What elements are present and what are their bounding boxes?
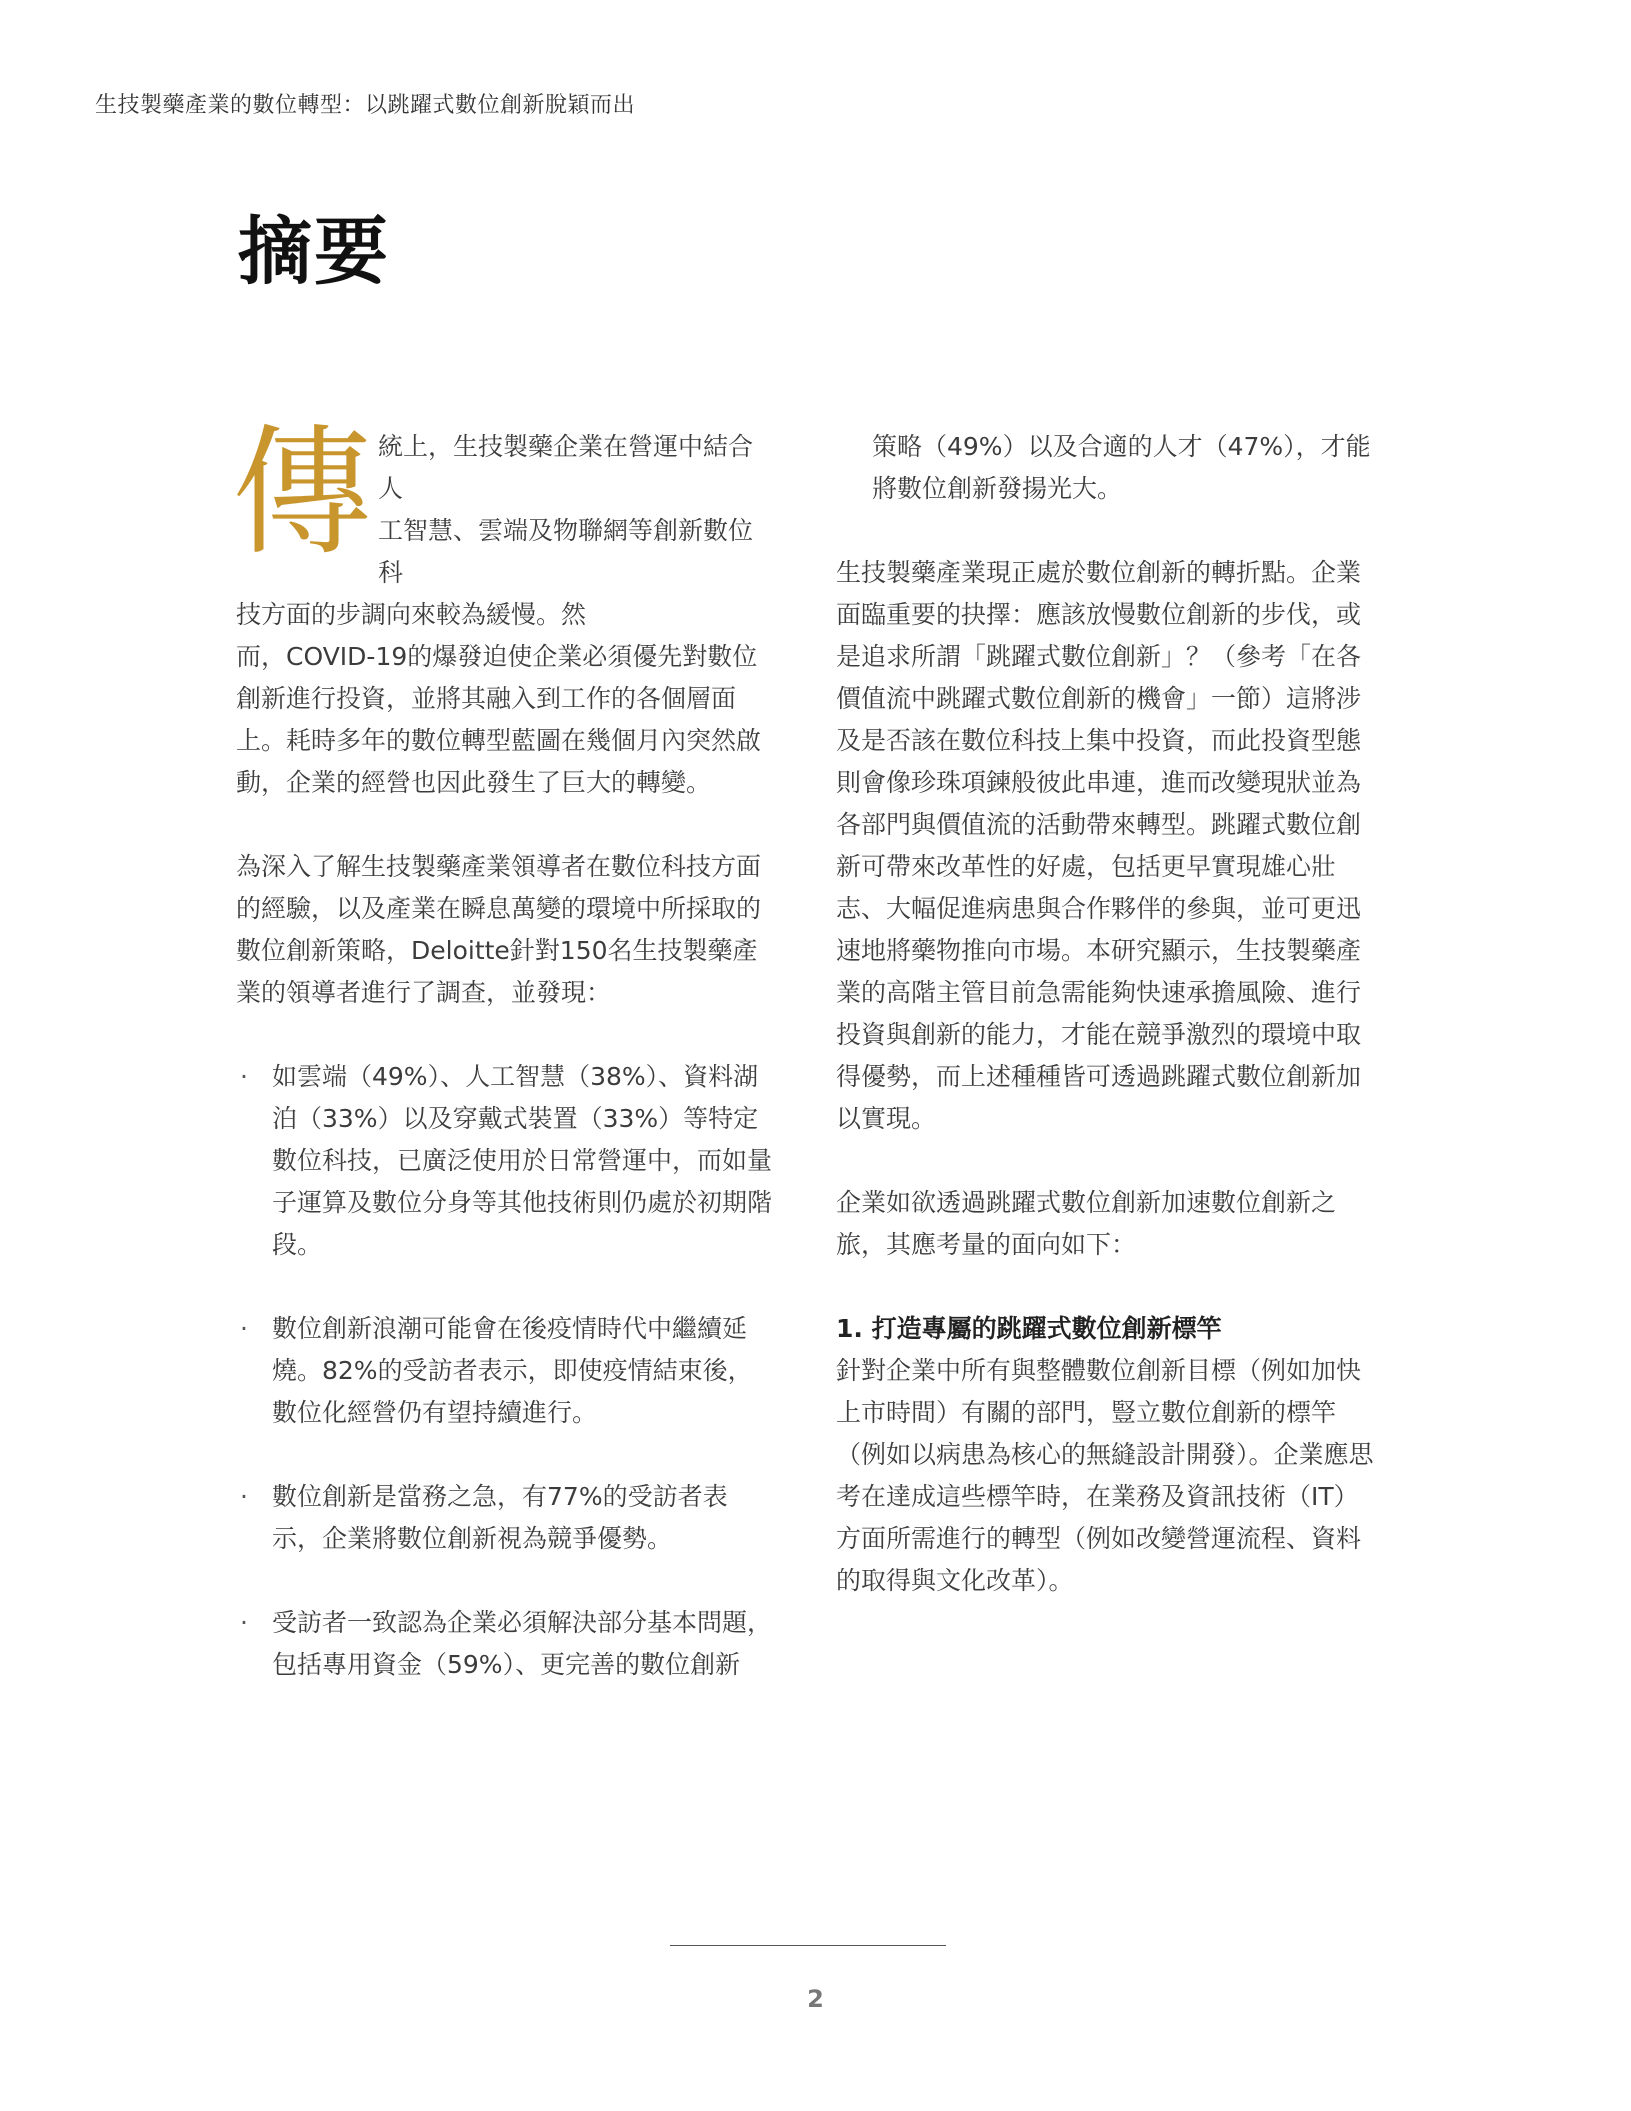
list-item <box>236 1476 776 1560</box>
intro-line: 技方面的步調向來較為緩慢。然 <box>236 600 587 629</box>
list-item <box>236 1308 776 1434</box>
approach-paragraph: 企業如欲透過跳躍式數位創新加速數位創新之旅，其應考量的面向如下： <box>836 1188 1337 1259</box>
section-body: 針對企業中所有與整體數位創新目標（例如加快上市時間）有關的部門，豎立數位創新的標竿（例如以病患為核心的無縫設計開發）。企業應思考在達成這些標竿時，在業務及資訊技術（IT）方面所需進行的轉型（例如改變營運流程、資料的取得與文化改革）。 <box>836 1356 1374 1595</box>
findings-list <box>236 1056 776 1686</box>
list-item-text: 數位創新是當務之急，有77%的受訪者表示，企業將數位創新視為競爭優勢。 <box>272 1482 728 1553</box>
list-item <box>236 1602 776 1686</box>
inflection-paragraph: 生技製藥產業現正處於數位創新的轉折點。企業面臨重要的抉擇：應該放慢數位創新的步伐，或是追求所謂「跳躍式數位創新」？（參考「在各價值流中跳躍式數位創新的機會」一節）這將涉及是否該在數位科技上集中投資，而此投資型態則會像珍珠項鍊般彼此串連，進而改變現狀並為各部門與價值流的活動帶來轉型。跳躍式數位創新可帶來改革性的好處，包括更早實現雄心壯志、大幅促進病患與合作夥伴的參與，並可更迅速地將藥物推向市場。本研究顯示，生技製藥產業的高階主管目前急需能夠快速承擔風險、進行投資與創新的能力，才能在競爭激烈的環境中取得優勢，而上述種種皆可透過跳躍式數位創新加以實現。 <box>836 558 1362 1133</box>
bullet-icon: · <box>240 1062 248 1091</box>
bullet-continuation: 策略（49%）以及合適的人才（47%），才能將數位創新發揚光大。 <box>872 432 1371 503</box>
list-item-text: 如雲端（49%）、人工智慧（38%）、資料湖泊（33%）以及穿戴式裝置（33%）等特定數位科技，已廣泛使用於日常營運中，而如量子運算及數位分身等其他技術則仍處於初期階段。 <box>272 1062 773 1259</box>
running-header: 生技製藥產業的數位轉型：以跳躍式數位創新脫穎而出 <box>95 93 636 118</box>
right-column <box>836 426 1376 1644</box>
footer-divider <box>670 1945 946 1946</box>
section-heading: 1. 打造專屬的跳躍式數位創新標竿 <box>836 1314 1222 1343</box>
page-title: 摘要 <box>238 209 390 295</box>
survey-paragraph: 為深入了解生技製藥產業領導者在數位科技方面的經驗，以及產業在瞬息萬變的環境中所採取的數位創新策略，Deloitte針對150名生技製藥產業的領導者進行了調查，並發現： <box>236 852 762 1007</box>
bullet-icon: · <box>240 1314 248 1343</box>
intro-line: 工智慧、雲端及物聯網等創新數位科 <box>378 516 754 587</box>
intro-line: 統上，生技製藥企業在營運中結合人 <box>378 432 754 503</box>
page-number: 2 <box>807 1985 824 2013</box>
bullet-icon: · <box>240 1482 248 1511</box>
intro-text: 而，COVID-19的爆發迫使企業必須優先對數位創新進行投資，並將其融入到工作的各個層面上。耗時多年的數位轉型藍圖在幾個月內突然啟動，企業的經營也因此發生了巨大的轉變。 <box>236 642 762 797</box>
intro-paragraph <box>232 412 776 804</box>
list-item-text: 數位創新浪潮可能會在後疫情時代中繼續延燒。82%的受訪者表示，即使疫情結束後，數位化經營仍有望持續進行。 <box>272 1314 753 1427</box>
drop-cap: 傳 <box>232 412 373 575</box>
list-item-text: 受訪者一致認為企業必須解決部分基本問題，包括專用資金（59%）、更完善的數位創新 <box>272 1608 773 1679</box>
list-item <box>236 1056 776 1266</box>
bullet-icon: · <box>240 1608 248 1637</box>
left-column <box>232 412 776 1728</box>
